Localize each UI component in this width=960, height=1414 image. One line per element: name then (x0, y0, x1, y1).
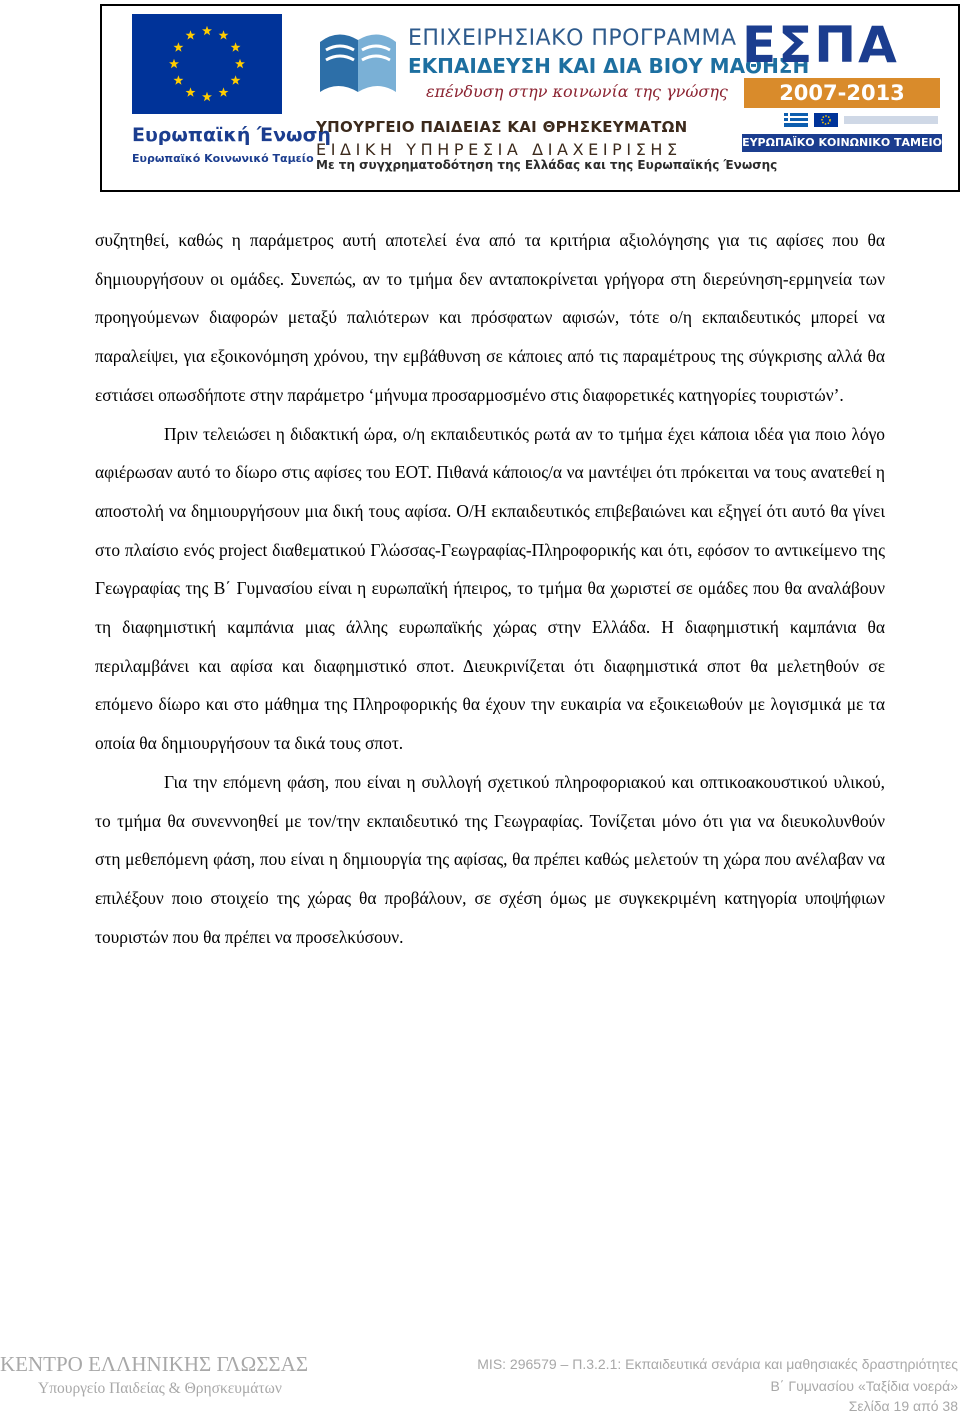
book-logo-icon (316, 22, 400, 100)
footer-mis: MIS: 296579 – Π.3.2.1: Εκπαιδευτικά σενάρια και μαθησιακές δραστηριότητες (477, 1356, 958, 1372)
program-slogan: επένδυση στην κοινωνία της γνώσης (426, 82, 728, 101)
cofunding-note: Με τη συγχρηματοδότηση της Ελλάδας και της Ευρωπαϊκής Ένωσης (316, 158, 778, 172)
eu-subtitle: Ευρωπαϊκό Κοινωνικό Ταμείο (132, 152, 314, 165)
ministry-name: ΥΠΟΥΡΓΕΙΟ ΠΑΙΔΕΙΑΣ ΚΑΙ ΘΡΗΣΚΕΥΜΑΤΩΝ (316, 118, 688, 136)
espa-logo-block (742, 16, 952, 156)
eu-title: Ευρωπαϊκή Ένωση (132, 124, 331, 146)
flags-icon (744, 112, 940, 128)
espa-years: 2007-2013 (744, 78, 940, 108)
paragraph-2: Πριν τελειώσει η διδακτική ώρα, ο/η εκπαιδευτικός ρωτά αν το τμήμα έχει κάποια ιδέα για ποιο λόγο αφιέρωσαν αυτό το δίωρο στις αφίσες του ΕΟΤ. Πιθανά κάποιος/α να μαντέψει ότι πρόκειται να τους ανατεθεί η αποστολή να δημιουργήσουν μια δική τους αφίσα. Ο/Η εκπαιδευτικός επιβεβαιώνει και εξηγεί ότι αυτό θα γίνει στο πλαίσιο ενός project διαθεματικού Γλώσσας-Γεωγραφίας-Πληροφορικής και ότι, εφόσον το αντικείμενο της Γεωγραφίας της Β΄ Γυμνασίου είναι η ευρωπαϊκή ήπειρος, το τμήμα θα χωριστεί σε ομάδες που θα αναλάβουν τη διαφημιστική καμπάνια μιας άλλης ευρωπαϊκής χώρας στην Ελλάδα. Η διαφημιστική καμπάνια θα περιλαμβάνει και αφίσα και διαφημιστικό σποτ. Διευκρινίζεται ότι διαφημιστικά σποτ θα μελετηθούν σε επόμενο δίωρο και στο μάθημα της Πληροφορικής θα έχουν την ευκαιρία να εξοικειωθούν με λογισμικά με τα οποία θα δημιουργήσουν τα δικά τους σποτ. (95, 423, 885, 754)
espa-fund: ΕΥΡΩΠΑΪΚΟ ΚΟΙΝΩΝΙΚΟ ΤΑΜΕΙΟ (742, 134, 942, 152)
footer-course: Β΄ Γυμνασίου «Ταξίδια νοερά» (770, 1378, 958, 1394)
paragraph-1: συζητηθεί, καθώς η παράμετρος αυτή αποτελεί ένα από τα κριτήρια αξιολόγησης για τις αφίσες που θα δημιουργήσουν οι ομάδες. Συνεπώς, αν το τμήμα δεν ανταποκρίνεται γρήγορα στη διερεύνηση-ερμηνεία των προηγούμενων διαφορών μεταξύ παλιότερων και πρόσφατων αφισών, τότε ο/η εκπαιδευτικός μπορεί να παραλείψει, για εξοικονόμηση χρόνου, την εμβάθυνση σε κάποιες από τις παραμέτρους της σύγκρισης αλλά θα εστιάσει οπωσδήποτε στην παράμετρο ‘μήνυμα προσαρμοσμένο στις διαφορετικές κατηγορίες τουριστών’. (95, 230, 885, 405)
eu-logo-block (132, 14, 331, 184)
footer-page-number: Σελίδα 19 από 38 (848, 1398, 958, 1414)
ministry-service: ΕΙΔΙΚΗ ΥΠΗΡΕΣΙΑ ΔΙΑΧΕΙΡΙΣΗΣ (316, 140, 682, 159)
eu-flag-icon (132, 14, 282, 114)
espa-title: ΕΣΠΑ (742, 16, 899, 74)
paragraph-3: Για την επόμενη φάση, που είναι η συλλογή σχετικού πληροφοριακού και οπτικοακουστικού υλικού, το τμήμα θα συνεννοηθεί με τον/την εκπαιδευτικό της Γεωγραφίας. Τονίζεται μόνο ότι για να διευκολυνθούν στη μεθεπόμενη φάση, που είναι η δημιουργία της αφίσας, θα πρέπει καθώς μελετούν τη χώρα που ανέλαβαν να επιλέξουν ποιο στοιχείο της χώρας θα προβάλουν, σε σχέση όμως με συγκεκριμένη κατηγορία υποψήφιων τουριστών που θα πρέπει να προσελκύσουν. (95, 771, 885, 947)
program-title: ΕΠΙΧΕΙΡΗΣΙΑΚΟ ΠΡΟΓΡΑΜΜΑ (408, 26, 737, 51)
footer-organization: ΚΕΝΤΡΟ ΕΛΛΗΝΙΚΗΣ ΓΛΩΣΣΑΣ (0, 1352, 309, 1376)
program-subtitle: ΕΚΠΑΙΔΕΥΣΗ ΚΑΙ ΔΙΑ ΒΙΟΥ ΜΑΘΗΣΗ (408, 54, 810, 78)
footer-ministry: Υπουργείο Παιδείας & Θρησκευμάτων (38, 1380, 282, 1397)
program-logo-block (316, 14, 810, 179)
header-banner (100, 4, 960, 192)
document-body (95, 221, 885, 956)
